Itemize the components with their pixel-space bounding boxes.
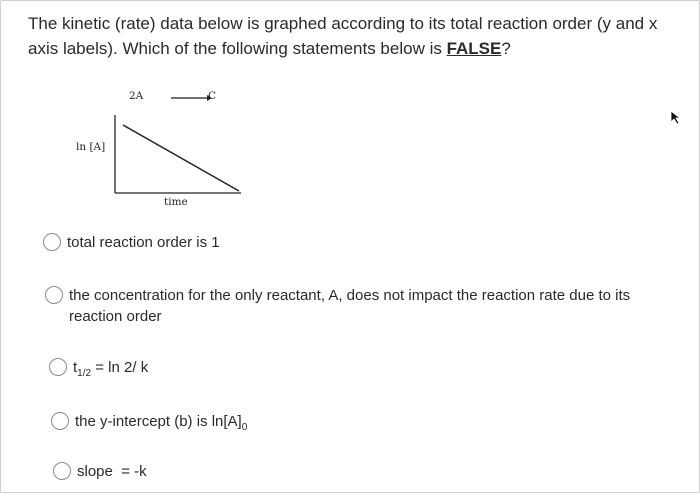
y-axis-label: ln [A] [76, 141, 106, 153]
kinetics-graph [61, 81, 261, 221]
option-2[interactable] [45, 285, 645, 327]
radio-button[interactable] [43, 233, 61, 251]
question-body: The kinetic (rate) data below is graphed according to its total reaction order (y and x axis labels). Which of the following statements below is [28, 14, 658, 58]
half-life-subscript: 1/2 [77, 368, 92, 379]
option-label: total reaction order is 1 [67, 234, 220, 251]
question-text [28, 11, 668, 61]
option-label [75, 411, 247, 432]
question-end: ? [501, 39, 511, 58]
radio-button[interactable] [51, 412, 69, 430]
mouse-cursor-icon [669, 109, 683, 125]
option-3[interactable] [49, 357, 148, 378]
half-life-expression: = ln 2/ k [91, 359, 149, 376]
x-axis-label: time [164, 196, 188, 208]
option-5[interactable] [53, 461, 147, 482]
reaction-product: C [208, 90, 217, 102]
option-1[interactable] [43, 232, 220, 253]
data-line [123, 125, 239, 191]
option-label: slope = -k [77, 463, 147, 480]
intercept-text: the y-intercept (b) is ln[A] [75, 413, 242, 430]
radio-button[interactable] [45, 286, 63, 304]
radio-button[interactable] [53, 462, 71, 480]
reaction-reactant: 2A [129, 90, 144, 102]
half-life-symbol: t [73, 359, 78, 376]
question-emphasis: FALSE [446, 39, 502, 58]
option-4[interactable] [51, 411, 247, 432]
radio-button[interactable] [49, 358, 67, 376]
option-label: the concentration for the only reactant, A, does not impact the reaction rate due to its reaction order [69, 287, 635, 325]
option-label [73, 357, 148, 378]
intercept-subscript: 0 [241, 422, 248, 433]
